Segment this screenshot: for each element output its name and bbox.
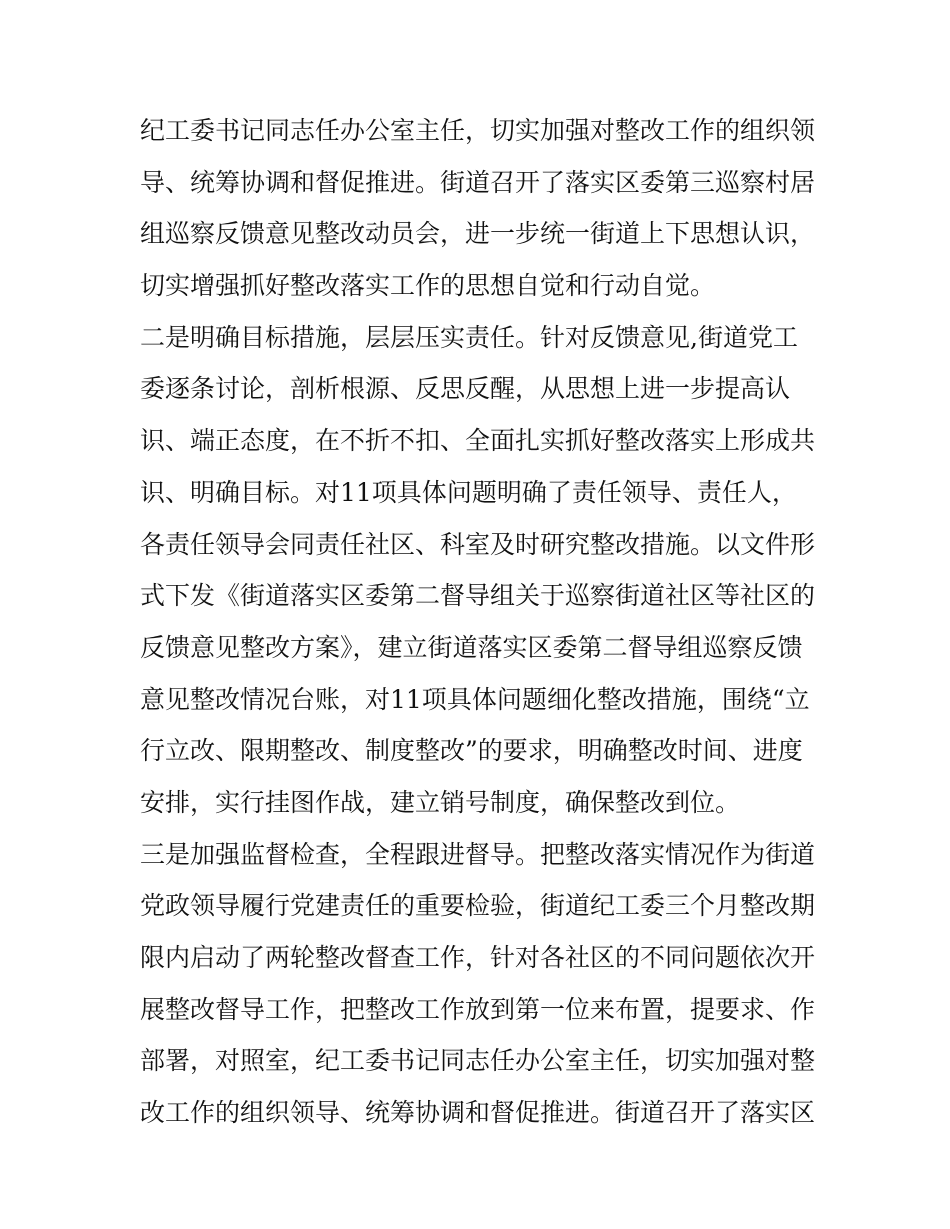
- text-line: 展整改督导工作，把整改工作放到第一位来布置，提要求、作: [140, 994, 816, 1024]
- text-line: 党政领导履行党建责任的重要检验，街道纪工委三个月整改期: [140, 891, 816, 921]
- text-line: 各责任领导会同责任社区、科室及时研究整改措施。以文件形: [140, 529, 816, 559]
- text-line: 部署，对照室，纪工委书记同志任办公室主任，切实加强对整: [140, 1046, 816, 1076]
- paragraph-heading-line: 三是加强监督检查，全程跟进督导。把整改落实情况作为街道: [140, 839, 816, 869]
- text-line: 识、明确目标。对11项具体问题明确了责任领导、责任人，: [140, 477, 797, 507]
- text-line: 识、端正态度，在不折不扣、全面扎实抓好整改落实上形成共: [140, 426, 816, 456]
- text-line: 限内启动了两轮整改督查工作，针对各社区的不同问题依次开: [140, 943, 816, 972]
- document-body: [140, 105, 820, 1139]
- text-line: 行立改、限期整改、制度整改”的要求，明确整改时间、进度: [140, 736, 803, 766]
- text-line: 委逐条讨论，剖析根源、反思反醒，从思想上进一步提高认: [140, 374, 791, 404]
- text-line: 改工作的组织领导、统筹协调和督促推进。街道召开了落实区: [140, 1098, 816, 1128]
- text-line: 意见整改情况台账，对11项具体问题细化整改措施，围绕“立: [140, 684, 810, 714]
- text-line: 切实增强抓好整改落实工作的思想自觉和行动自觉。: [140, 271, 716, 301]
- text-line: 式下发《街道落实区委第二督导组关于巡察街道社区等社区的: [140, 581, 816, 611]
- text-line: 纪工委书记同志任办公室主任，切实加强对整改工作的组织领: [140, 116, 816, 145]
- paragraph-heading-line: 二是明确目标措施，层层压实责任。针对反馈意见,街道党工: [140, 322, 798, 352]
- text-line: 组巡察反馈意见整改动员会，进一步统一街道上下思想认识，: [140, 219, 816, 249]
- text-line: 反馈意见整改方案》，建立街道落实区委第二督导组巡察反馈: [140, 632, 803, 662]
- text-line: 导、统筹协调和督促推进。街道召开了落实区委第三巡察村居: [140, 167, 816, 197]
- text-line: 安排，实行挂图作战，建立销号制度，确保整改到位。: [140, 787, 741, 817]
